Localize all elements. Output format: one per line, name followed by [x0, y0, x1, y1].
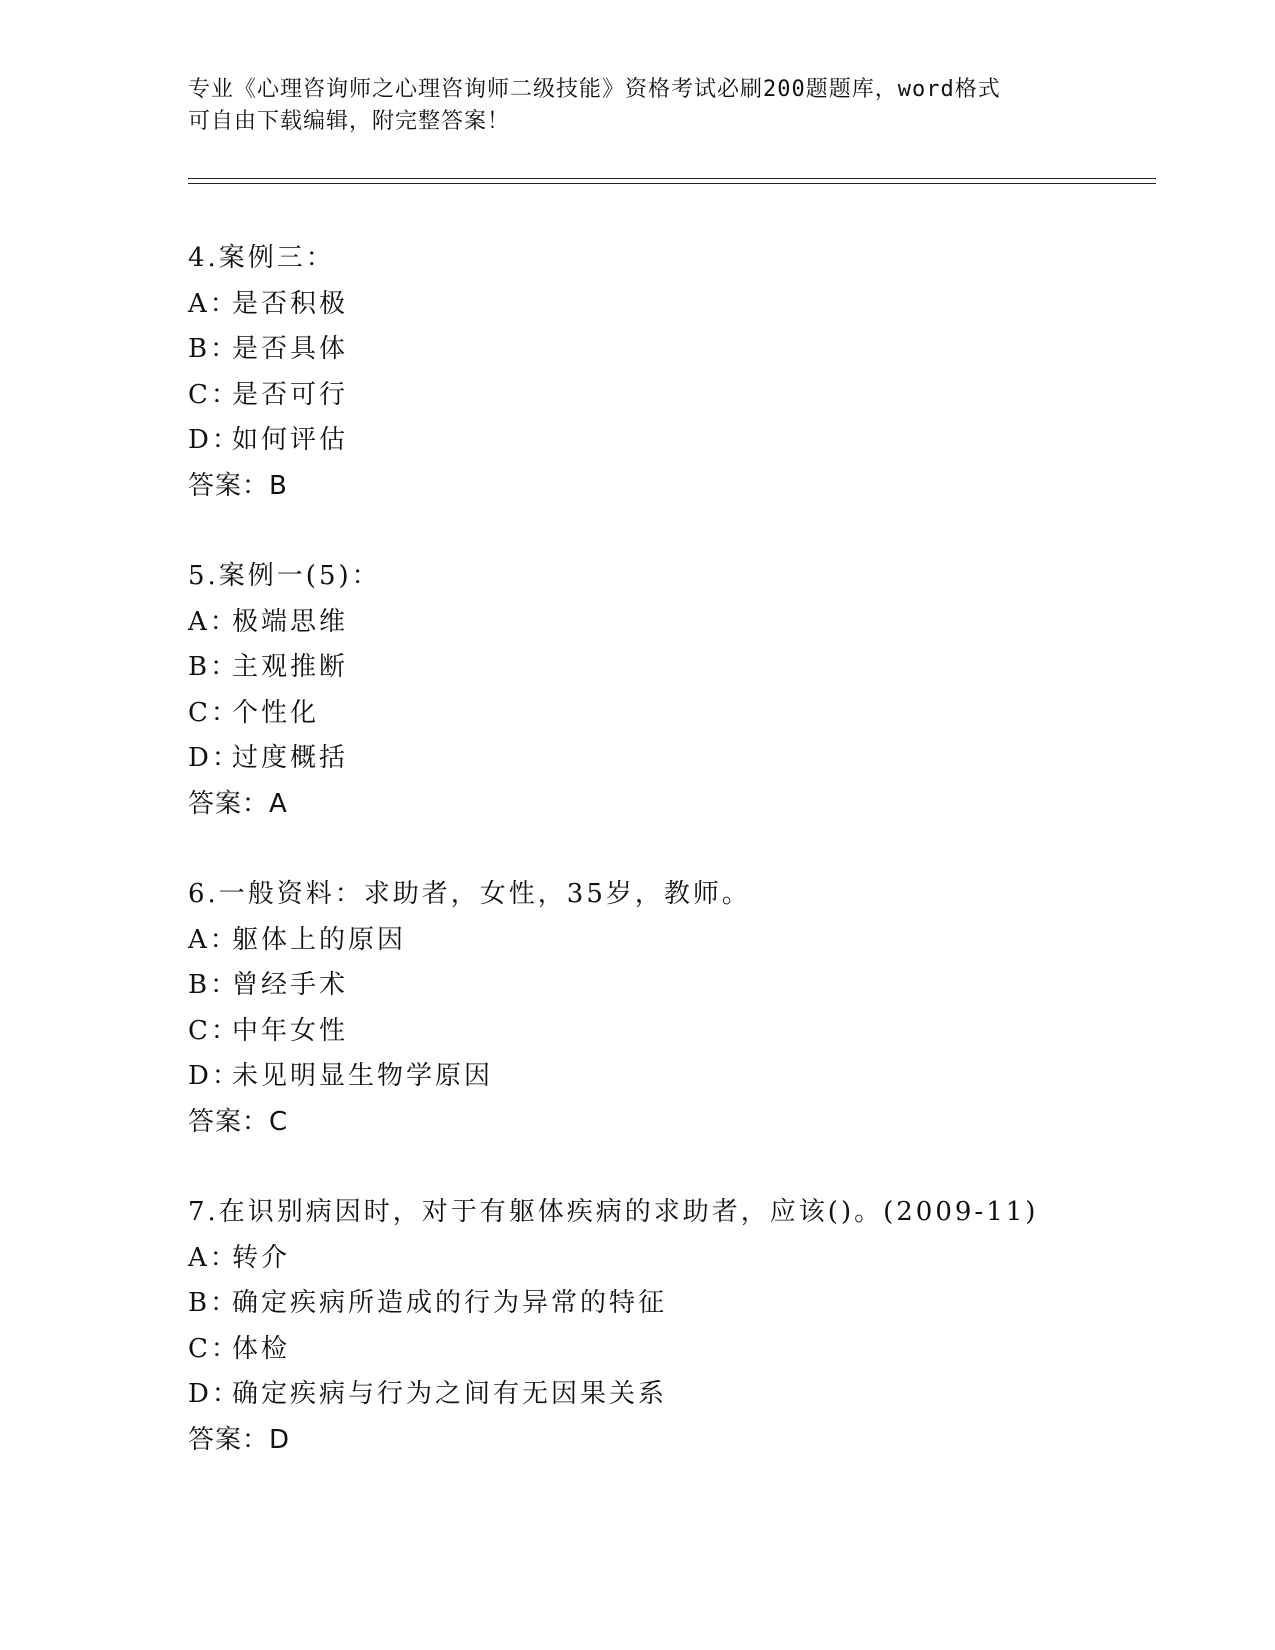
header-divider-bottom — [188, 183, 1156, 184]
question-list — [188, 236, 1148, 1508]
question-7 — [188, 1190, 1148, 1463]
option-text: 确定疾病与行为之间有无因果关系 — [232, 1379, 668, 1409]
option-b — [188, 327, 1148, 373]
option-b — [188, 645, 1148, 691]
question-4 — [188, 236, 1148, 509]
option-label: A： — [188, 606, 239, 637]
option-text: 曾经手术 — [232, 970, 349, 1000]
option-d — [188, 418, 1148, 464]
question-stem: 4.案例三： — [188, 243, 335, 273]
option-d — [188, 1054, 1148, 1100]
option-text: 是否具体 — [232, 334, 349, 364]
question-stem: 6.一般资料：求助者，女性，35岁，教师。 — [188, 879, 751, 909]
question-stem: 5.案例一(5)： — [188, 561, 381, 591]
answer: 答案：D — [188, 1424, 291, 1455]
question-5 — [188, 554, 1148, 827]
option-label: C： — [188, 379, 240, 410]
option-a — [188, 282, 1148, 328]
option-b — [188, 1281, 1148, 1327]
option-text: 是否可行 — [232, 379, 349, 410]
option-label: D： — [188, 743, 241, 773]
option-label: B： — [188, 334, 240, 364]
option-label: D： — [188, 1061, 241, 1091]
option-b — [188, 963, 1148, 1009]
option-label: C： — [188, 1015, 240, 1046]
option-c — [188, 1009, 1148, 1055]
option-text: 是否积极 — [232, 288, 349, 319]
option-text: 主观推断 — [232, 652, 349, 682]
option-label: B： — [188, 652, 240, 682]
document-header — [188, 74, 1088, 138]
question-stem: 7.在识别病因时，对于有躯体疾病的求助者，应该()。(2009-11) — [188, 1197, 1039, 1227]
option-d — [188, 1372, 1148, 1418]
option-a — [188, 918, 1148, 964]
option-text: 个性化 — [232, 697, 320, 728]
option-text: 体检 — [232, 1333, 291, 1364]
option-d — [188, 736, 1148, 782]
answer: 答案：C — [188, 1106, 289, 1137]
header-line-1: 专业《心理咨询师之心理咨询师二级技能》资格考试必刷200题题库，word格式 — [188, 77, 1001, 102]
option-label: A： — [188, 924, 239, 955]
option-label: B： — [188, 1288, 240, 1318]
option-label: B： — [188, 970, 240, 1000]
option-text: 转介 — [232, 1242, 291, 1273]
option-label: C： — [188, 1333, 240, 1364]
option-c — [188, 373, 1148, 419]
header-line-2: 可自由下载编辑，附完整答案！ — [188, 109, 511, 134]
option-c — [188, 1327, 1148, 1373]
option-text: 躯体上的原因 — [232, 924, 407, 955]
option-text: 如何评估 — [232, 425, 349, 455]
option-label: A： — [188, 1242, 239, 1273]
option-label: D： — [188, 1379, 241, 1409]
option-label: A： — [188, 288, 239, 319]
option-text: 确定疾病所造成的行为异常的特征 — [232, 1288, 668, 1318]
option-text: 未见明显生物学原因 — [232, 1061, 494, 1091]
option-text: 极端思维 — [232, 606, 349, 637]
answer: 答案：B — [188, 470, 288, 501]
option-a — [188, 600, 1148, 646]
option-text: 中年女性 — [232, 1015, 349, 1046]
option-text: 过度概括 — [232, 743, 349, 773]
answer: 答案：A — [188, 788, 288, 819]
option-c — [188, 691, 1148, 737]
option-a — [188, 1236, 1148, 1282]
option-label: C： — [188, 697, 240, 728]
header-divider-top — [188, 178, 1156, 179]
option-label: D： — [188, 425, 241, 455]
question-6 — [188, 872, 1148, 1145]
